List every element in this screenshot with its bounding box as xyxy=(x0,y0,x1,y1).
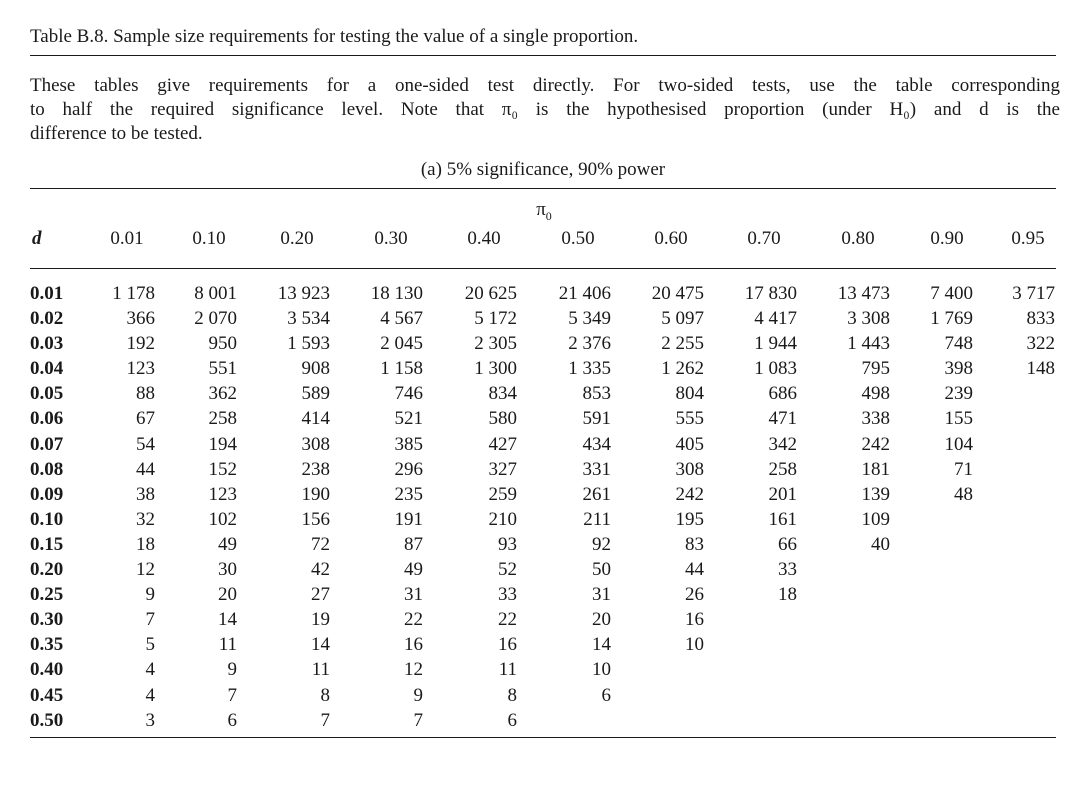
table-cell xyxy=(704,708,797,733)
table-cell xyxy=(890,657,973,682)
table-cell xyxy=(611,683,704,708)
table-cell: 52 xyxy=(498,559,517,581)
table-cell: 8 001 xyxy=(194,283,237,304)
table-cell: 156 xyxy=(301,508,330,530)
table-cell: 7 xyxy=(145,609,155,631)
table-cell: 11 xyxy=(498,659,517,681)
table-cell: 44 xyxy=(685,559,704,581)
table-cell: 471 xyxy=(768,408,797,430)
table-cell xyxy=(973,507,1055,532)
table-cell: 20 xyxy=(218,584,237,606)
table-cell: 83 xyxy=(685,533,704,555)
table-cell: 102 xyxy=(208,508,237,530)
table-cell: 261 xyxy=(582,483,611,505)
table-title: Table B.8. Sample size requirements for testing the value of a single proportion. xyxy=(30,26,639,47)
table-cell: 362 xyxy=(208,383,237,405)
table-row xyxy=(30,708,1055,733)
d-value: 0.40 xyxy=(30,659,64,681)
table-cell: 20 475 xyxy=(651,283,704,304)
table-cell xyxy=(797,607,890,632)
table-row xyxy=(30,331,1055,356)
table-cell: 9 xyxy=(227,659,237,681)
table-cell: 296 xyxy=(394,458,423,480)
column-header: 0.60 xyxy=(654,228,688,249)
sample-size-table xyxy=(30,281,1055,733)
table-cell: 11 xyxy=(218,634,237,656)
table-cell xyxy=(890,532,973,557)
table-cell xyxy=(973,457,1055,482)
table-cell: 16 xyxy=(404,634,423,656)
table-row xyxy=(30,457,1055,482)
table-cell: 12 xyxy=(404,659,423,681)
table-bottom-rule xyxy=(30,737,1056,738)
table-cell: 591 xyxy=(582,408,611,430)
table-cell: 26 xyxy=(685,584,704,606)
table-cell: 9 xyxy=(413,684,423,706)
table-cell xyxy=(890,632,973,657)
table-cell: 195 xyxy=(675,508,704,530)
table-cell: 322 xyxy=(1026,333,1055,355)
table-cell: 181 xyxy=(861,458,890,480)
table-row xyxy=(30,657,1055,682)
header-top-rule xyxy=(30,188,1056,189)
table-cell: 521 xyxy=(394,408,423,430)
table-cell xyxy=(973,607,1055,632)
table-cell: 18 xyxy=(778,584,797,606)
table-cell: 210 xyxy=(488,508,517,530)
pi-symbol: π xyxy=(536,199,546,220)
table-cell xyxy=(890,708,973,733)
table-cell: 366 xyxy=(126,308,155,330)
table-cell: 1 443 xyxy=(847,333,890,355)
table-cell: 148 xyxy=(1026,358,1055,380)
d-value: 0.06 xyxy=(30,408,64,430)
table-cell xyxy=(704,657,797,682)
table-cell xyxy=(517,708,611,733)
table-cell xyxy=(797,582,890,607)
table-cell: 4 567 xyxy=(380,308,423,330)
table-cell: 2 070 xyxy=(194,308,237,330)
intro-line: to half the required significance level. Note that π₀ is the hypothesised proportion (under H₀) and d is the xyxy=(30,99,1060,120)
table-cell: 14 xyxy=(311,634,330,656)
table-cell xyxy=(704,632,797,657)
d-value: 0.05 xyxy=(30,383,64,405)
table-cell: 20 625 xyxy=(464,283,517,304)
table-cell xyxy=(973,582,1055,607)
table-cell: 161 xyxy=(768,508,797,530)
d-value: 0.35 xyxy=(30,634,64,656)
table-cell: 1 593 xyxy=(287,333,330,355)
intro-line: These tables give requirements for a one-sided test directly. For two-sided tests, use the table corresponding xyxy=(30,75,1060,96)
table-cell: 33 xyxy=(778,559,797,581)
table-cell xyxy=(611,657,704,682)
table-row xyxy=(30,482,1055,507)
table-cell: 30 xyxy=(218,559,237,581)
table-cell: 950 xyxy=(208,333,237,355)
table-cell: 853 xyxy=(582,383,611,405)
table-cell xyxy=(973,557,1055,582)
table-cell: 7 400 xyxy=(930,283,973,304)
table-cell: 40 xyxy=(871,533,890,555)
table-cell xyxy=(797,657,890,682)
table-row xyxy=(30,582,1055,607)
table-cell: 8 xyxy=(320,684,330,706)
table-cell: 16 xyxy=(685,609,704,631)
table-cell: 834 xyxy=(488,383,517,405)
table-cell: 6 xyxy=(227,709,237,731)
table-cell xyxy=(973,482,1055,507)
table-cell: 259 xyxy=(488,483,517,505)
table-cell xyxy=(973,708,1055,733)
table-cell: 7 xyxy=(413,709,423,731)
table-cell: 1 944 xyxy=(754,333,797,355)
table-cell: 1 769 xyxy=(930,308,973,330)
table-cell xyxy=(890,557,973,582)
table-cell: 2 255 xyxy=(661,333,704,355)
table-cell: 50 xyxy=(592,559,611,581)
table-cell: 38 xyxy=(136,483,155,505)
column-header: 0.95 xyxy=(1011,228,1045,249)
table-cell: 580 xyxy=(488,408,517,430)
pi-zero-header xyxy=(520,199,568,224)
table-cell xyxy=(973,406,1055,431)
table-cell: 139 xyxy=(861,483,890,505)
d-value: 0.07 xyxy=(30,433,64,455)
table-row xyxy=(30,532,1055,557)
table-cell xyxy=(797,632,890,657)
d-value: 0.20 xyxy=(30,559,64,581)
table-cell: 6 xyxy=(601,684,611,706)
table-cell: 8 xyxy=(507,684,517,706)
table-cell: 192 xyxy=(126,333,155,355)
table-cell: 49 xyxy=(404,559,423,581)
table-cell: 2 376 xyxy=(568,333,611,355)
table-cell: 22 xyxy=(404,609,423,631)
table-cell: 589 xyxy=(301,383,330,405)
table-cell: 434 xyxy=(582,433,611,455)
table-cell: 833 xyxy=(1026,308,1055,330)
column-header: 0.70 xyxy=(747,228,781,249)
table-cell xyxy=(704,607,797,632)
table-cell: 22 xyxy=(498,609,517,631)
table-cell xyxy=(973,657,1055,682)
table-cell xyxy=(973,632,1055,657)
table-cell: 3 xyxy=(145,709,155,731)
table-cell: 746 xyxy=(394,383,423,405)
d-value: 0.02 xyxy=(30,308,64,330)
table-cell: 93 xyxy=(498,533,517,555)
table-cell: 748 xyxy=(944,333,973,355)
table-cell: 14 xyxy=(592,634,611,656)
table-cell: 44 xyxy=(136,458,155,480)
column-header: 0.20 xyxy=(280,228,314,249)
table-cell xyxy=(890,607,973,632)
table-row xyxy=(30,557,1055,582)
table-cell: 9 xyxy=(145,584,155,606)
table-cell: 66 xyxy=(778,533,797,555)
table-cell: 48 xyxy=(954,483,973,505)
table-cell: 13 473 xyxy=(837,283,890,304)
table-cell: 331 xyxy=(582,458,611,480)
table-cell: 13 923 xyxy=(277,283,330,304)
table-cell xyxy=(973,683,1055,708)
table-cell xyxy=(890,507,973,532)
table-cell: 104 xyxy=(944,433,973,455)
table-cell: 908 xyxy=(301,358,330,380)
intro-paragraph xyxy=(30,74,1060,146)
table-cell: 4 417 xyxy=(754,308,797,330)
table-cell xyxy=(704,683,797,708)
table-cell: 6 xyxy=(507,709,517,731)
table-cell: 7 xyxy=(320,709,330,731)
table-cell: 33 xyxy=(498,584,517,606)
column-header: 0.30 xyxy=(374,228,408,249)
table-cell: 31 xyxy=(404,584,423,606)
table-cell: 3 308 xyxy=(847,308,890,330)
table-cell: 10 xyxy=(592,659,611,681)
table-cell: 405 xyxy=(675,433,704,455)
table-cell: 201 xyxy=(768,483,797,505)
table-cell: 795 xyxy=(861,358,890,380)
table-cell: 20 xyxy=(592,609,611,631)
d-column-header: d xyxy=(32,228,42,249)
table-cell: 12 xyxy=(136,559,155,581)
table-cell: 385 xyxy=(394,433,423,455)
table-cell: 49 xyxy=(218,533,237,555)
table-cell: 88 xyxy=(136,383,155,405)
column-header: 0.40 xyxy=(467,228,501,249)
table-cell: 308 xyxy=(301,433,330,455)
table-cell: 1 262 xyxy=(661,358,704,380)
table-cell xyxy=(973,532,1055,557)
subtable-caption: (a) 5% significance, 90% power xyxy=(420,159,666,180)
table-cell: 4 xyxy=(145,684,155,706)
table-cell: 327 xyxy=(488,458,517,480)
d-value: 0.03 xyxy=(30,333,64,355)
table-cell: 235 xyxy=(394,483,423,505)
table-row xyxy=(30,432,1055,457)
table-cell: 1 178 xyxy=(112,283,155,304)
table-row xyxy=(30,607,1055,632)
table-cell: 21 406 xyxy=(558,283,611,304)
table-cell: 4 xyxy=(145,659,155,681)
d-value: 0.04 xyxy=(30,358,64,380)
column-header: 0.90 xyxy=(930,228,964,249)
table-cell: 555 xyxy=(675,408,704,430)
table-cell: 1 083 xyxy=(754,358,797,380)
d-value: 0.08 xyxy=(30,458,64,480)
table-cell: 190 xyxy=(301,483,330,505)
table-row xyxy=(30,507,1055,532)
table-cell: 14 xyxy=(218,609,237,631)
table-cell: 152 xyxy=(208,458,237,480)
table-cell: 31 xyxy=(592,584,611,606)
header-bottom-rule xyxy=(30,268,1056,269)
table-cell: 804 xyxy=(675,383,704,405)
table-cell: 72 xyxy=(311,533,330,555)
table-cell: 3 534 xyxy=(287,308,330,330)
table-cell: 414 xyxy=(301,408,330,430)
d-value: 0.25 xyxy=(30,584,64,606)
table-cell: 19 xyxy=(311,609,330,631)
table-cell xyxy=(973,432,1055,457)
table-row xyxy=(30,381,1055,406)
table-cell: 2 045 xyxy=(380,333,423,355)
table-cell: 3 717 xyxy=(1012,283,1055,304)
table-cell: 18 130 xyxy=(370,283,423,304)
table-cell: 194 xyxy=(208,433,237,455)
table-row xyxy=(30,306,1055,331)
table-cell: 498 xyxy=(861,383,890,405)
table-row xyxy=(30,281,1055,306)
d-value: 0.15 xyxy=(30,533,64,555)
pi-subscript: 0 xyxy=(545,208,552,223)
table-cell: 92 xyxy=(592,533,611,555)
table-cell xyxy=(973,381,1055,406)
table-cell: 5 349 xyxy=(568,308,611,330)
table-cell: 32 xyxy=(136,508,155,530)
table-cell: 18 xyxy=(136,533,155,555)
table-cell: 258 xyxy=(768,458,797,480)
table-cell: 5 172 xyxy=(474,308,517,330)
table-row xyxy=(30,683,1055,708)
table-cell: 5 097 xyxy=(661,308,704,330)
table-cell: 398 xyxy=(944,358,973,380)
table-cell: 258 xyxy=(208,408,237,430)
table-cell: 123 xyxy=(126,358,155,380)
table-cell: 27 xyxy=(311,584,330,606)
table-cell: 71 xyxy=(954,458,973,480)
table-cell: 155 xyxy=(944,408,973,430)
table-cell: 239 xyxy=(944,383,973,405)
table-cell: 16 xyxy=(498,634,517,656)
d-value: 0.01 xyxy=(30,283,64,304)
table-cell: 42 xyxy=(311,559,330,581)
table-row xyxy=(30,632,1055,657)
table-cell xyxy=(797,708,890,733)
table-cell: 2 305 xyxy=(474,333,517,355)
table-cell xyxy=(797,557,890,582)
table-cell: 308 xyxy=(675,458,704,480)
table-cell: 54 xyxy=(136,433,155,455)
intro-line: difference to be tested. xyxy=(30,123,203,144)
table-cell: 191 xyxy=(394,508,423,530)
column-header: 0.01 xyxy=(110,228,144,249)
table-cell: 87 xyxy=(404,533,423,555)
table-cell: 242 xyxy=(675,483,704,505)
table-row xyxy=(30,356,1055,381)
table-cell: 7 xyxy=(227,684,237,706)
d-value: 0.09 xyxy=(30,483,64,505)
table-cell: 123 xyxy=(208,483,237,505)
table-cell: 427 xyxy=(488,433,517,455)
table-cell: 551 xyxy=(208,358,237,380)
table-cell: 686 xyxy=(768,383,797,405)
table-cell xyxy=(890,582,973,607)
table-row xyxy=(30,406,1055,431)
table-cell: 67 xyxy=(136,408,155,430)
table-cell: 1 158 xyxy=(380,358,423,380)
d-value: 0.10 xyxy=(30,508,64,530)
table-cell: 242 xyxy=(861,433,890,455)
d-value: 0.45 xyxy=(30,684,64,706)
column-header: 0.10 xyxy=(192,228,226,249)
table-cell xyxy=(890,683,973,708)
title-rule xyxy=(30,55,1056,56)
table-cell xyxy=(797,683,890,708)
table-cell: 5 xyxy=(145,634,155,656)
column-header: 0.50 xyxy=(561,228,595,249)
table-cell: 1 335 xyxy=(568,358,611,380)
d-value: 0.50 xyxy=(30,709,64,731)
column-header: 0.80 xyxy=(841,228,875,249)
table-cell: 1 300 xyxy=(474,358,517,380)
d-value: 0.30 xyxy=(30,609,64,631)
table-cell: 10 xyxy=(685,634,704,656)
table-cell xyxy=(611,708,704,733)
table-cell: 211 xyxy=(583,508,611,530)
table-cell: 109 xyxy=(861,508,890,530)
table-cell: 342 xyxy=(768,433,797,455)
table-cell: 338 xyxy=(861,408,890,430)
table-cell: 238 xyxy=(301,458,330,480)
table-cell: 11 xyxy=(311,659,330,681)
table-cell: 17 830 xyxy=(744,283,797,304)
